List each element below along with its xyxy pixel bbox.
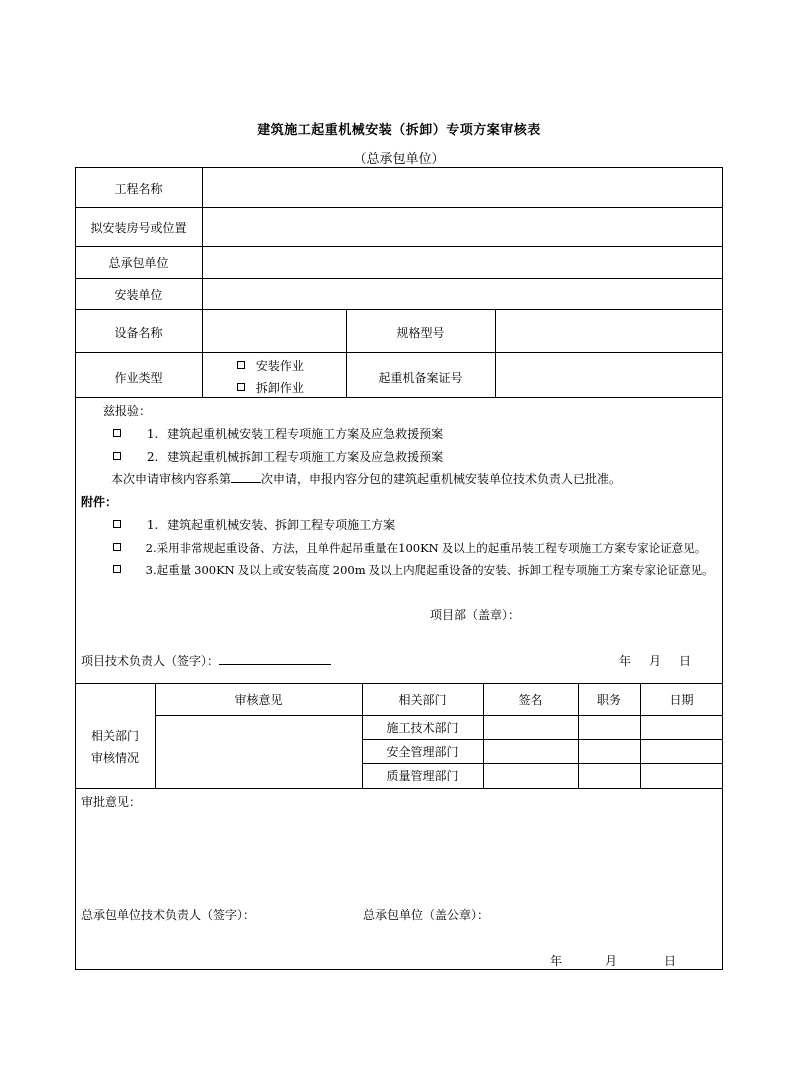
att2-checkbox[interactable]: [113, 543, 121, 551]
row-divider: [362, 739, 723, 740]
attachment-2[interactable]: [113, 540, 706, 556]
submission-item-1[interactable]: [113, 426, 443, 442]
att2-text-a: 采用非常规起重设备、方法，且单件起吊重量在: [156, 541, 399, 555]
col-header-dept: 相关部门: [398, 693, 447, 707]
att1-text: 建筑起重机械安装、拆卸工程专项施工方案: [167, 518, 396, 532]
row-divider: [75, 788, 723, 789]
att3-text-c: 及以上内爬起重设备的安装、拆卸工程专项施工方案专家论证意见。: [368, 563, 714, 577]
project-tech-lead-sign: [81, 653, 331, 669]
attachments-heading: 附件：: [81, 495, 118, 509]
row-divider: [362, 763, 723, 764]
att2-text-b: 及以上的起重吊装工程专项施工方案专家论证意见。: [441, 541, 707, 555]
att3-number: 3.: [145, 563, 157, 577]
approval-month: 月: [605, 954, 618, 968]
page-subtitle: （总承包单位）: [353, 152, 445, 167]
project-name-label: 工程名称: [114, 182, 163, 196]
col-header-date: 日期: [669, 693, 694, 707]
spec-model-label: 规格型号: [396, 326, 445, 340]
row-divider: [75, 352, 723, 353]
dept-safety-mgmt: 安全管理部门: [386, 745, 459, 759]
dismantle-option[interactable]: [237, 380, 304, 396]
submission-day: 日: [679, 654, 692, 668]
submission-year: 年: [619, 654, 632, 668]
item2-number: 2.: [146, 450, 159, 464]
col-divider: [495, 309, 496, 397]
col-header-post: 职务: [596, 693, 621, 707]
attachment-1[interactable]: [113, 517, 395, 533]
statement-suffix: 次申请，申报内容分包的建筑起重机械安装单位技术负责人已批准。: [261, 472, 622, 486]
row-divider: [75, 683, 723, 684]
dismantle-option-label: 拆卸作业: [255, 381, 304, 395]
page-title: 建筑施工起重机械安装（拆卸）专项方案审核表: [257, 123, 541, 138]
tech-lead-signature-line[interactable]: [219, 664, 331, 665]
row-divider: [75, 246, 723, 247]
dept-construction-tech: 施工技术部门: [386, 721, 459, 735]
install-location-label: 拟安装房号或位置: [90, 221, 187, 235]
row-divider: [75, 207, 723, 208]
approval-heading: 审批意见：: [81, 795, 142, 809]
row-divider: [155, 715, 723, 716]
crane-record-no-label: 起重机备案证号: [378, 371, 463, 385]
submission-heading: 兹报验：: [103, 404, 152, 418]
general-contractor-label: 总承包单位: [108, 256, 169, 270]
work-type-label: 作业类型: [114, 371, 163, 385]
item1-checkbox[interactable]: [113, 429, 121, 437]
review-dept-label-line1: 相关部门: [90, 729, 139, 743]
statement-prefix: 本次申请审核内容系第: [111, 472, 232, 486]
table-border-bottom: [75, 969, 723, 970]
contractor-seal: 总承包单位（盖公章）：: [363, 908, 490, 922]
install-unit-label: 安装单位: [114, 288, 163, 302]
att3-checkbox[interactable]: [113, 565, 121, 573]
application-statement: [111, 471, 621, 487]
install-option[interactable]: [237, 358, 304, 374]
col-header-sign: 签名: [518, 693, 543, 707]
review-dept-label-line2: 审核情况: [90, 751, 139, 765]
dept-quality-mgmt: 质量管理部门: [386, 769, 459, 783]
contractor-tech-lead-sign: 总承包单位技术负责人（签字）：: [81, 908, 256, 922]
att2-value: 100KN: [398, 541, 439, 555]
approval-day: 日: [664, 954, 677, 968]
install-option-label: 安装作业: [255, 359, 304, 373]
item2-text: 建筑起重机械拆卸工程专项施工方案及应急救援预案: [167, 450, 444, 464]
col-header-opinion: 审核意见: [234, 693, 283, 707]
dismantle-checkbox[interactable]: [237, 383, 245, 391]
application-count-blank[interactable]: [231, 482, 261, 483]
att3-value-1: 300KN: [194, 563, 235, 577]
att3-text-b: 及以上或安装高度: [237, 563, 330, 577]
row-divider: [75, 309, 723, 310]
review-form-table: [75, 167, 723, 970]
attachment-3[interactable]: [113, 562, 714, 578]
col-divider: [202, 167, 203, 397]
project-dept-seal: 项目部（盖章）：: [430, 608, 521, 622]
table-border-top: [75, 167, 723, 168]
submission-month: 月: [649, 654, 662, 668]
att3-value-2: 200m: [332, 563, 366, 577]
row-divider: [75, 397, 723, 398]
row-divider: [75, 278, 723, 279]
att2-number: 2.: [145, 541, 157, 555]
att1-number: 1.: [146, 518, 159, 532]
item1-number: 1.: [146, 427, 159, 441]
install-checkbox[interactable]: [237, 361, 245, 369]
item1-text: 建筑起重机械安装工程专项施工方案及应急救援预案: [167, 427, 444, 441]
att1-checkbox[interactable]: [113, 520, 121, 528]
approval-year: 年: [550, 954, 563, 968]
tech-lead-label: 项目技术负责人（签字）：: [81, 654, 220, 668]
item2-checkbox[interactable]: [113, 452, 121, 460]
submission-item-2[interactable]: [113, 449, 443, 465]
table-border-right: [722, 167, 723, 970]
att3-text-a: 起重量: [156, 563, 192, 577]
equipment-name-label: 设备名称: [114, 326, 163, 340]
